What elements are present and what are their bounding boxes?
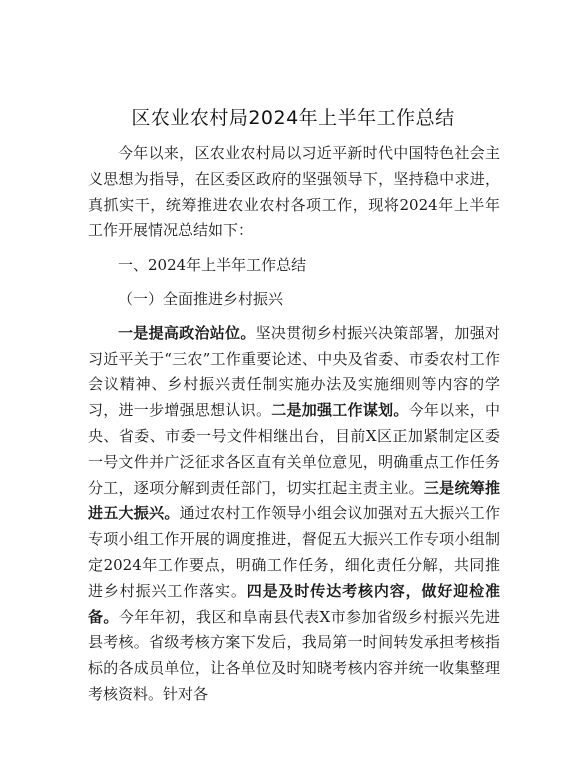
intro-paragraph: 今年以来，区农业农村局以习近平新时代中国特色社会主义思想为指导，在区委区政府的坚强领导下，坚持稳中求进，真抓实干，统筹推进农业农村各项工作，现将2024年上半年工作开展情况总结如下：: [88, 144, 500, 240]
point-2-text: 今年以来，中央、省委、市委一号文件相继出台，目前X区正加紧制定区委一号文件并广泛征求各区直有关单位意见，明确重点工作任务分工，逐项分解到责任部门，切实扛起主责主业。: [88, 401, 500, 497]
document-title: 区农业农村局2024年上半年工作总结: [131, 107, 455, 129]
point-4-lead: 四是及时传达考核内容，做好迎检准备。: [88, 581, 500, 626]
body-paragraph: [88, 321, 500, 708]
point-4-text: 今年年初，我区和阜南县代表X市参加省级乡村振兴先进县考核。省级考核方案下发后，我局第一时间转发承担考核指标的各成员单位，让各单位及时知晓考核内容并统一收集整理考核资料。针对各: [88, 607, 500, 703]
point-3-text: 通过农村工作领导小组会议加强对五大振兴工作专项小组工作开展的调度推进，督促五大振兴工作专项小组制定2024年工作要点，明确工作任务，细化责任分解，共同推进乡村振兴工作落实。: [88, 504, 500, 600]
subsection-heading: （一）全面推进乡村振兴: [118, 289, 284, 308]
point-1-lead: 一是提高政治站位。: [118, 323, 256, 342]
document-body: [88, 141, 500, 708]
point-1-text: 坚决贯彻乡村振兴决策部署，加强对习近平关于“三农”工作重要论述、中央及省委、市委农村工作会议精神、乡村振兴责任制实施办法及实施细则等内容的学习，进一步增强思想认识。: [88, 323, 500, 420]
point-3-lead: 三是统筹推进五大振兴。: [88, 478, 500, 523]
point-2-lead: 二是加强工作谋划。: [271, 401, 409, 420]
section-heading: 一、2024年上半年工作总结: [118, 256, 307, 275]
